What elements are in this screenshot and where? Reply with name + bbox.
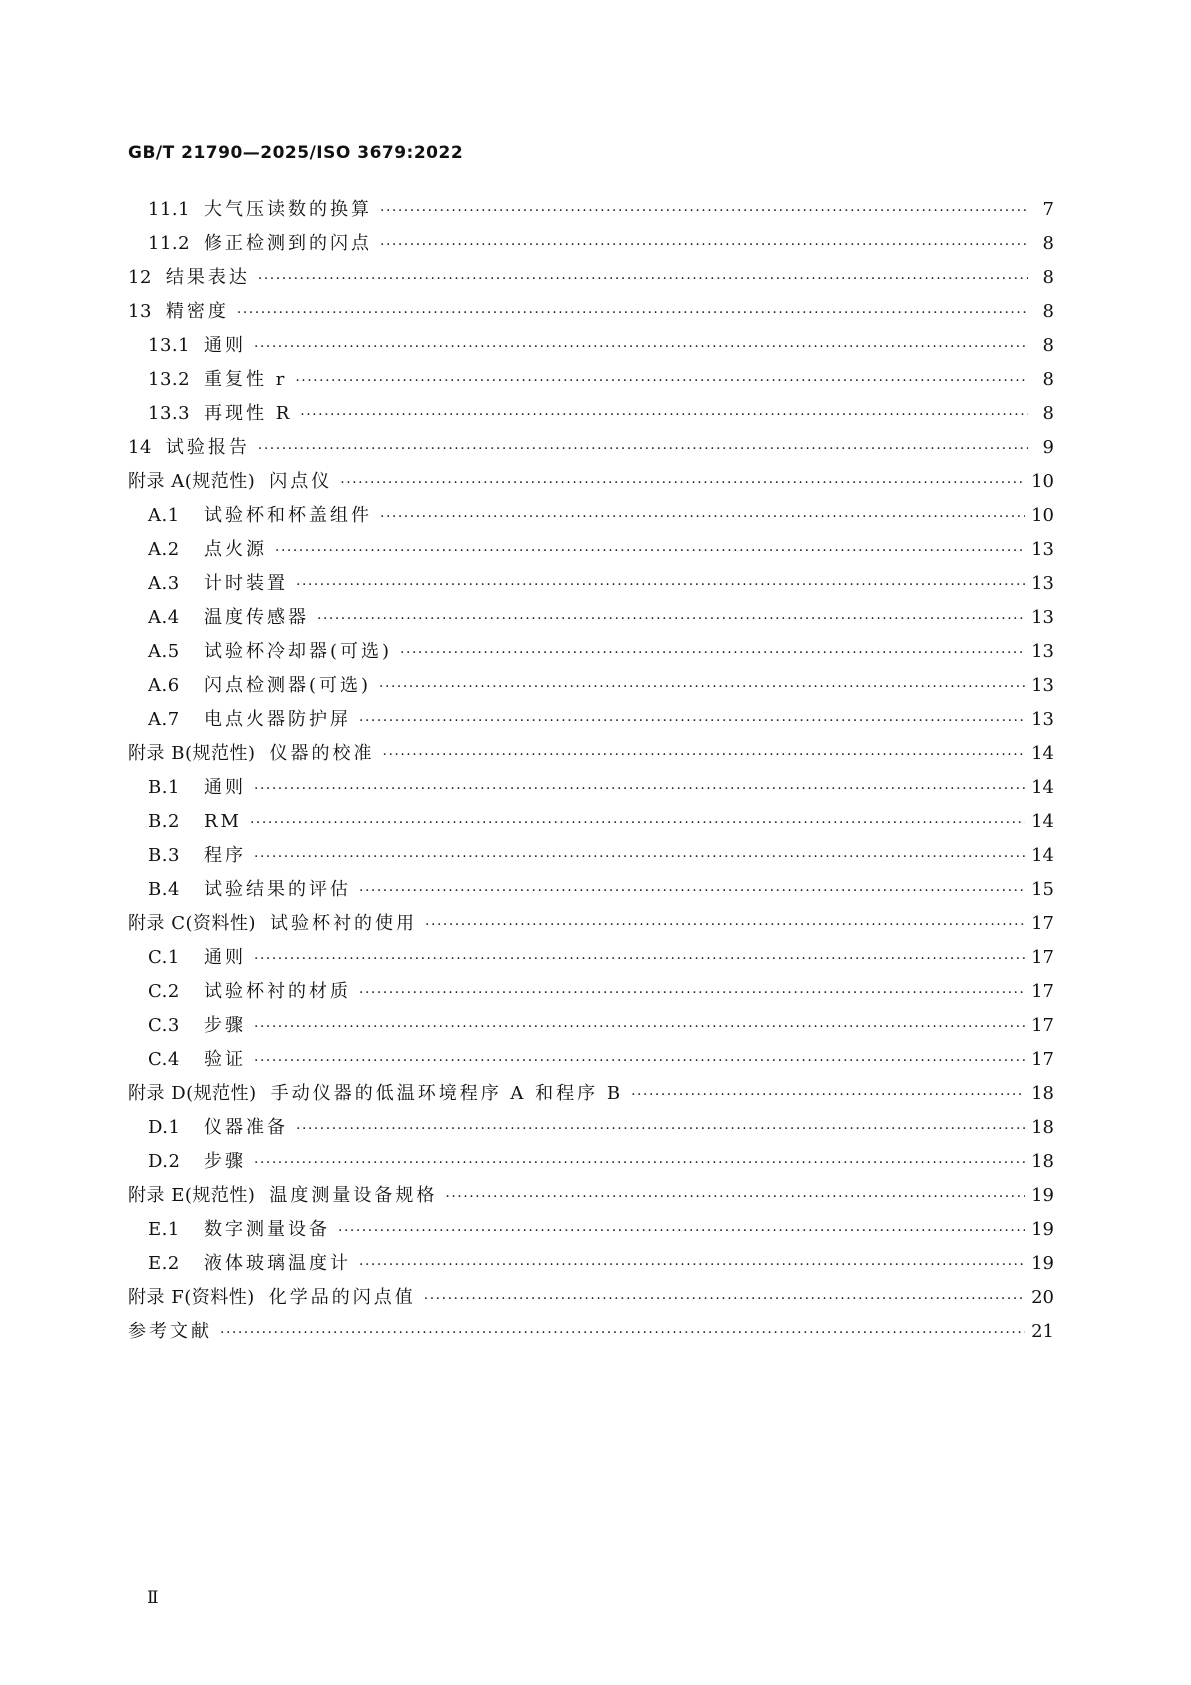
toc-entry-number: 13 xyxy=(128,301,152,322)
toc-entry-title: 手动仪器的低温环境程序 A 和程序 B xyxy=(270,1083,624,1104)
toc-entry-page: 10 xyxy=(1031,471,1054,492)
toc-entry-number: 附录 A(规范性) xyxy=(128,471,256,492)
toc-entry-number: 13.3 xyxy=(148,403,191,424)
toc-entry-page: 18 xyxy=(1031,1117,1054,1138)
toc-entry-number: 11.2 xyxy=(148,233,191,254)
toc-entry-page: 13 xyxy=(1031,607,1054,628)
toc-entry[interactable] xyxy=(128,1145,1054,1179)
toc-entry-number: 附录 B(规范性) xyxy=(128,743,256,764)
toc-entry-title: 闪点检测器(可选) xyxy=(204,675,372,696)
toc-entry-page: 14 xyxy=(1031,777,1054,798)
toc-entry-number: B.4 xyxy=(148,879,180,900)
toc-entry[interactable] xyxy=(128,431,1054,465)
toc-entry-title: 数字测量设备 xyxy=(204,1219,330,1240)
toc-entry-page: 17 xyxy=(1031,947,1054,968)
toc-entry[interactable] xyxy=(128,737,1054,771)
toc-entry-title: 仪器准备 xyxy=(204,1117,288,1138)
toc-entry-title: 程序 xyxy=(204,845,246,866)
toc-entry-page: 17 xyxy=(1031,1049,1054,1070)
toc-entry[interactable] xyxy=(128,1111,1054,1145)
toc-entry-number: 13.1 xyxy=(148,335,191,356)
toc-entry-page: 8 xyxy=(1042,233,1054,254)
toc-entry-page: 19 xyxy=(1031,1219,1054,1240)
toc-dot-leader xyxy=(338,1214,1025,1248)
toc-entry-page: 13 xyxy=(1031,539,1054,560)
toc-entry-title: 试验杯衬的材质 xyxy=(204,981,351,1002)
table-of-contents xyxy=(128,193,1054,1349)
toc-entry[interactable] xyxy=(128,601,1054,635)
toc-entry-number: A.6 xyxy=(148,675,180,696)
toc-entry-title: 再现性 R xyxy=(204,403,293,424)
toc-entry-title: 化学品的闪点值 xyxy=(268,1287,416,1308)
toc-entry[interactable] xyxy=(128,873,1054,907)
toc-dot-leader xyxy=(400,636,1025,670)
toc-entry-number: A.7 xyxy=(148,709,180,730)
toc-dot-leader xyxy=(254,1010,1025,1044)
toc-dot-leader xyxy=(359,874,1025,908)
toc-entry-number: A.4 xyxy=(148,607,180,628)
toc-entry-number: 附录 F(资料性) xyxy=(128,1287,255,1308)
toc-entry-title: 参考文献 xyxy=(128,1321,212,1342)
toc-entry-number: 12 xyxy=(128,267,152,288)
toc-entry-number: 附录 E(规范性) xyxy=(128,1185,256,1206)
toc-entry-title: 步骤 xyxy=(204,1151,246,1172)
toc-dot-leader xyxy=(425,908,1025,942)
toc-entry-number: 附录 C(资料性) xyxy=(128,913,257,934)
toc-dot-leader xyxy=(631,1078,1025,1112)
toc-entry-number: C.2 xyxy=(148,981,180,1002)
toc-entry[interactable] xyxy=(128,363,1054,397)
toc-dot-leader xyxy=(383,738,1026,772)
toc-dot-leader xyxy=(300,398,1028,432)
toc-entry-page: 10 xyxy=(1031,505,1054,526)
toc-entry-title: 验证 xyxy=(204,1049,246,1070)
toc-entry-title: 仪器的校准 xyxy=(269,743,375,764)
toc-entry-number: A.1 xyxy=(148,505,180,526)
toc-entry-title: 通则 xyxy=(204,777,246,798)
toc-entry-page: 13 xyxy=(1031,641,1054,662)
toc-entry-number: A.2 xyxy=(148,539,180,560)
toc-entry[interactable] xyxy=(128,567,1054,601)
toc-entry-title: 温度测量设备规格 xyxy=(269,1185,438,1206)
toc-entry[interactable] xyxy=(128,839,1054,873)
toc-dot-leader xyxy=(275,534,1025,568)
toc-entry-title: 修正检测到的闪点 xyxy=(204,233,372,254)
toc-entry[interactable] xyxy=(128,907,1054,941)
toc-entry[interactable] xyxy=(128,1043,1054,1077)
standard-code-header: GB/T 21790—2025/ISO 3679:2022 xyxy=(128,143,464,163)
toc-entry-number: C.1 xyxy=(148,947,180,968)
toc-entry-title: 重复性 r xyxy=(204,369,288,390)
toc-entry-title: 结果表达 xyxy=(165,267,250,288)
toc-dot-leader xyxy=(359,976,1025,1010)
toc-entry-title: 大气压读数的换算 xyxy=(204,199,372,220)
toc-entry-title: 试验杯和杯盖组件 xyxy=(204,505,372,526)
toc-entry-page: 20 xyxy=(1031,1287,1054,1308)
toc-entry-number: B.2 xyxy=(148,811,180,832)
toc-entry[interactable] xyxy=(128,1179,1054,1213)
toc-entry[interactable] xyxy=(128,499,1054,533)
toc-entry-title: RM xyxy=(204,811,242,832)
toc-entry[interactable] xyxy=(128,771,1054,805)
toc-dot-leader xyxy=(250,806,1025,840)
toc-entry-number: 11.1 xyxy=(148,199,191,220)
toc-entry-page: 14 xyxy=(1031,743,1054,764)
toc-entry-page: 8 xyxy=(1042,403,1054,424)
toc-entry-number: B.1 xyxy=(148,777,180,798)
toc-entry[interactable] xyxy=(128,805,1054,839)
toc-entry-title: 点火源 xyxy=(204,539,267,560)
toc-entry-title: 计时装置 xyxy=(204,573,288,594)
toc-entry[interactable] xyxy=(128,1213,1054,1247)
toc-entry[interactable] xyxy=(128,227,1054,261)
toc-dot-leader xyxy=(254,1044,1025,1078)
toc-dot-leader xyxy=(340,466,1025,500)
toc-entry[interactable] xyxy=(128,1247,1054,1281)
toc-dot-leader xyxy=(237,296,1028,330)
toc-dot-leader xyxy=(295,364,1028,398)
toc-entry-page: 17 xyxy=(1031,981,1054,1002)
toc-entry[interactable] xyxy=(128,465,1054,499)
toc-entry-title: 通则 xyxy=(204,947,246,968)
toc-entry-page: 8 xyxy=(1042,335,1054,356)
toc-dot-leader xyxy=(254,942,1025,976)
toc-entry[interactable] xyxy=(128,941,1054,975)
toc-entry-page: 7 xyxy=(1042,199,1054,220)
toc-entry-page: 13 xyxy=(1031,675,1054,696)
toc-entry-page: 17 xyxy=(1031,913,1054,934)
toc-entry-page: 9 xyxy=(1042,437,1054,458)
toc-entry-page: 19 xyxy=(1031,1185,1054,1206)
toc-entry-number: 14 xyxy=(128,437,152,458)
toc-entry-page: 17 xyxy=(1031,1015,1054,1036)
toc-dot-leader xyxy=(254,330,1028,364)
toc-entry[interactable] xyxy=(128,193,1054,227)
toc-dot-leader xyxy=(296,1112,1025,1146)
toc-entry-number: D.1 xyxy=(148,1117,181,1138)
toc-entry-page: 13 xyxy=(1031,573,1054,594)
toc-entry-number: C.3 xyxy=(148,1015,180,1036)
toc-entry-page: 13 xyxy=(1031,709,1054,730)
toc-entry-title: 电点火器防护屏 xyxy=(204,709,351,730)
toc-entry-number: A.3 xyxy=(148,573,180,594)
toc-entry-number: E.2 xyxy=(148,1253,180,1274)
toc-entry[interactable] xyxy=(128,1009,1054,1043)
toc-entry-title: 试验结果的评估 xyxy=(204,879,351,900)
toc-entry-title: 试验杯冷却器(可选) xyxy=(204,641,393,662)
toc-entry-title: 精密度 xyxy=(165,301,229,322)
toc-entry-number: B.3 xyxy=(148,845,180,866)
toc-entry-page: 15 xyxy=(1031,879,1054,900)
toc-entry-page: 18 xyxy=(1031,1151,1054,1172)
toc-entry[interactable] xyxy=(128,261,1054,295)
toc-entry-page: 8 xyxy=(1042,301,1054,322)
toc-entry-number: C.4 xyxy=(148,1049,180,1070)
toc-entry-page: 18 xyxy=(1031,1083,1054,1104)
toc-entry-page: 14 xyxy=(1031,811,1054,832)
toc-dot-leader xyxy=(380,228,1028,262)
toc-dot-leader xyxy=(258,432,1028,466)
page-number: Ⅱ xyxy=(147,1588,159,1608)
toc-dot-leader xyxy=(359,1248,1025,1282)
toc-entry[interactable] xyxy=(128,1315,1054,1349)
toc-entry-number: A.5 xyxy=(148,641,180,662)
toc-dot-leader xyxy=(359,704,1025,738)
toc-entry-page: 8 xyxy=(1042,267,1054,288)
toc-dot-leader xyxy=(380,500,1025,534)
toc-entry[interactable] xyxy=(128,329,1054,363)
toc-entry[interactable] xyxy=(128,1281,1054,1315)
toc-entry[interactable] xyxy=(128,397,1054,431)
toc-dot-leader xyxy=(296,568,1025,602)
toc-dot-leader xyxy=(254,1146,1025,1180)
toc-dot-leader xyxy=(258,262,1028,296)
toc-entry-title: 试验杯衬的使用 xyxy=(270,913,418,934)
toc-entry[interactable] xyxy=(128,533,1054,567)
toc-entry-page: 8 xyxy=(1042,369,1054,390)
toc-entry[interactable] xyxy=(128,295,1054,329)
toc-entry[interactable] xyxy=(128,1077,1054,1111)
toc-dot-leader xyxy=(254,772,1025,806)
toc-entry[interactable] xyxy=(128,975,1054,1009)
toc-entry-number: D.2 xyxy=(148,1151,181,1172)
toc-entry-title: 液体玻璃温度计 xyxy=(204,1253,351,1274)
toc-dot-leader xyxy=(445,1180,1025,1214)
toc-entry-number: 附录 D(规范性) xyxy=(128,1083,257,1104)
toc-dot-leader xyxy=(317,602,1025,636)
toc-dot-leader xyxy=(220,1316,1025,1350)
toc-entry-page: 19 xyxy=(1031,1253,1054,1274)
toc-entry[interactable] xyxy=(128,635,1054,669)
toc-entry-number: 13.2 xyxy=(148,369,191,390)
toc-entry-title: 温度传感器 xyxy=(204,607,309,628)
toc-dot-leader xyxy=(254,840,1025,874)
toc-entry-page: 14 xyxy=(1031,845,1054,866)
toc-entry-number: E.1 xyxy=(148,1219,180,1240)
toc-entry-title: 试验报告 xyxy=(165,437,250,458)
toc-dot-leader xyxy=(379,670,1025,704)
toc-dot-leader xyxy=(380,194,1028,228)
toc-entry[interactable] xyxy=(128,669,1054,703)
toc-entry-title: 闪点仪 xyxy=(269,471,333,492)
toc-entry-title: 通则 xyxy=(204,335,246,356)
toc-entry[interactable] xyxy=(128,703,1054,737)
toc-entry-page: 21 xyxy=(1031,1321,1054,1342)
toc-dot-leader xyxy=(424,1282,1025,1316)
toc-entry-title: 步骤 xyxy=(204,1015,246,1036)
